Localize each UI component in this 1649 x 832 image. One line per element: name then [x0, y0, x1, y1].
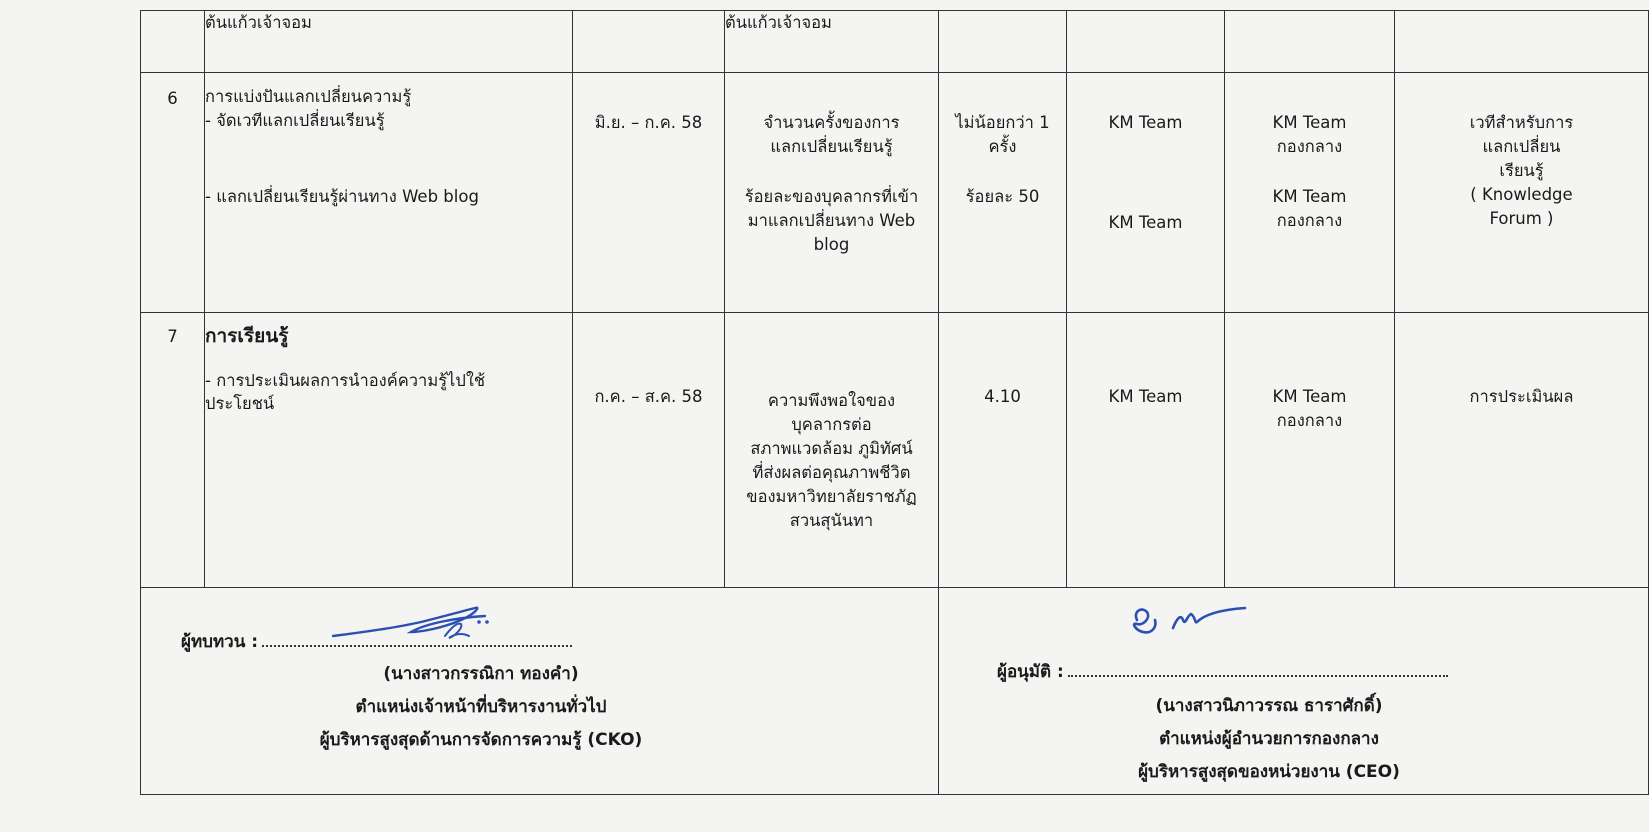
cell-topic — [205, 313, 573, 588]
cell-responsible — [1067, 73, 1225, 313]
indicator-line: ความพึงพอใจของ — [767, 391, 896, 410]
target-text: 4.10 — [984, 387, 1021, 406]
topic-sub: - แลกเปลี่ยนเรียนรู้ผ่านทาง Web blog — [205, 186, 479, 206]
cell-owner — [1225, 11, 1395, 73]
cell-period — [573, 73, 725, 313]
topic-main: การเรียนรู้ — [205, 325, 289, 347]
cell-output — [1395, 313, 1649, 588]
approver-position: ตำแหน่งผู้อำนวยการกองกลาง — [1159, 729, 1379, 749]
reviewer-role: ผู้บริหารสูงสุดด้านการจัดการความรู้ (CKO) — [319, 730, 643, 750]
cell-topic — [205, 73, 573, 313]
target-line: ไม่น้อยกว่า 1 — [955, 113, 1050, 132]
target-line: ครั้ง — [988, 136, 1017, 156]
indicator-line: บุคลากรต่อ — [791, 414, 872, 434]
row-number: 7 — [167, 327, 178, 346]
output-line: ( Knowledge — [1470, 184, 1573, 204]
indicator-line: blog — [813, 234, 850, 254]
reviewer-details — [201, 658, 761, 757]
reviewer-position: ตำแหน่งเจ้าหน้าที่บริหารงานทั่วไป — [355, 697, 607, 717]
approver-details — [1039, 690, 1499, 789]
period-text: มิ.ย. – ก.ค. 58 — [594, 113, 703, 132]
approver-line — [997, 660, 1448, 685]
output-text: การประเมินผล — [1469, 387, 1574, 406]
signature-row — [141, 588, 1649, 795]
reviewer-name: (นางสาวกรรณิกา ทองคำ) — [383, 664, 579, 684]
km-plan-table — [140, 10, 1649, 795]
indicator-line: แลกเปลี่ยนเรียนรู้ — [770, 136, 893, 156]
approver-label: ผู้อนุมัติ : — [997, 662, 1064, 682]
indicator-line: ของมหาวิทยาลัยราชภัฏ — [746, 486, 917, 506]
responsible-line: KM Team — [1108, 212, 1183, 232]
cell-output — [1395, 11, 1649, 73]
cell-topic — [205, 11, 573, 73]
cell-indicator — [725, 73, 939, 313]
approver-name: (นางสาวนิภาวรรณ ธาราศักดิ์) — [1155, 696, 1383, 716]
owner-line: กองกลาง — [1276, 136, 1343, 156]
cell-period — [573, 11, 725, 73]
responsible-line: KM Team — [1108, 113, 1183, 132]
reviewer-label: ผู้ทบทวน : — [181, 632, 259, 652]
topic-main: การแบ่งปันแลกเปลี่ยนความรู้ — [205, 87, 412, 106]
table-row-7 — [141, 313, 1649, 588]
cell-responsible — [1067, 11, 1225, 73]
owner-line: KM Team — [1272, 113, 1347, 132]
indicator-line: ที่ส่งผลต่อคุณภาพชีวิต — [752, 462, 911, 482]
indicator-line: จำนวนครั้งของการ — [763, 113, 900, 132]
approver-signature-block — [939, 588, 1649, 795]
cell-owner — [1225, 313, 1395, 588]
period-text: ก.ค. – ส.ค. 58 — [594, 387, 703, 406]
approver-signature-mark — [1117, 594, 1277, 640]
owner-line: KM Team — [1272, 387, 1347, 406]
output-line: Forum ) — [1489, 208, 1554, 228]
output-line: แลกเปลี่ยน — [1482, 136, 1561, 156]
cell-output — [1395, 73, 1649, 313]
cell-responsible — [1067, 313, 1225, 588]
topic-sub: - จัดเวทีแลกเปลี่ยนเรียนรู้ — [205, 110, 385, 130]
responsible-text: KM Team — [1108, 387, 1183, 406]
row-number: 6 — [167, 89, 178, 108]
indicator-line: สภาพแวดล้อม ภูมิทัศน์ — [750, 438, 913, 458]
indicator-line: มาแลกเปลี่ยนทาง Web — [747, 210, 916, 230]
table-row-6 — [141, 73, 1649, 313]
indicator-text: ต้นแก้วเจ้าจอม — [725, 13, 832, 32]
owner-line: กองกลาง — [1276, 410, 1343, 430]
cell-owner — [1225, 73, 1395, 313]
approver-role: ผู้บริหารสูงสุดของหน่วยงาน (CEO) — [1138, 762, 1400, 782]
cell-target — [939, 313, 1067, 588]
output-line: เรียนรู้ — [1499, 160, 1544, 180]
owner-line: กองกลาง — [1276, 210, 1343, 230]
cell-indicator — [725, 11, 939, 73]
output-line: เวทีสำหรับการ — [1469, 113, 1574, 132]
owner-line: KM Team — [1272, 186, 1347, 206]
reviewer-signature-block — [141, 588, 939, 795]
table-row-continuation — [141, 11, 1649, 73]
topic-text: ต้นแก้วเจ้าจอม — [205, 13, 312, 32]
cell-no — [141, 313, 205, 588]
topic-sub: - การประเมินผลการนำองค์ความรู้ไปใช้ — [205, 370, 486, 390]
reviewer-line — [181, 630, 572, 655]
signature-dotted-line — [262, 645, 572, 647]
cell-target — [939, 11, 1067, 73]
cell-target — [939, 73, 1067, 313]
indicator-line: ร้อยละของบุคลากรที่เข้า — [744, 186, 919, 206]
cell-period — [573, 313, 725, 588]
indicator-line: สวนสุนันทา — [789, 510, 874, 530]
cell-no — [141, 11, 205, 73]
topic-sub: ประโยชน์ — [205, 394, 275, 414]
cell-no — [141, 73, 205, 313]
cell-indicator — [725, 313, 939, 588]
target-line: ร้อยละ 50 — [965, 186, 1040, 206]
signature-dotted-line — [1068, 675, 1448, 677]
